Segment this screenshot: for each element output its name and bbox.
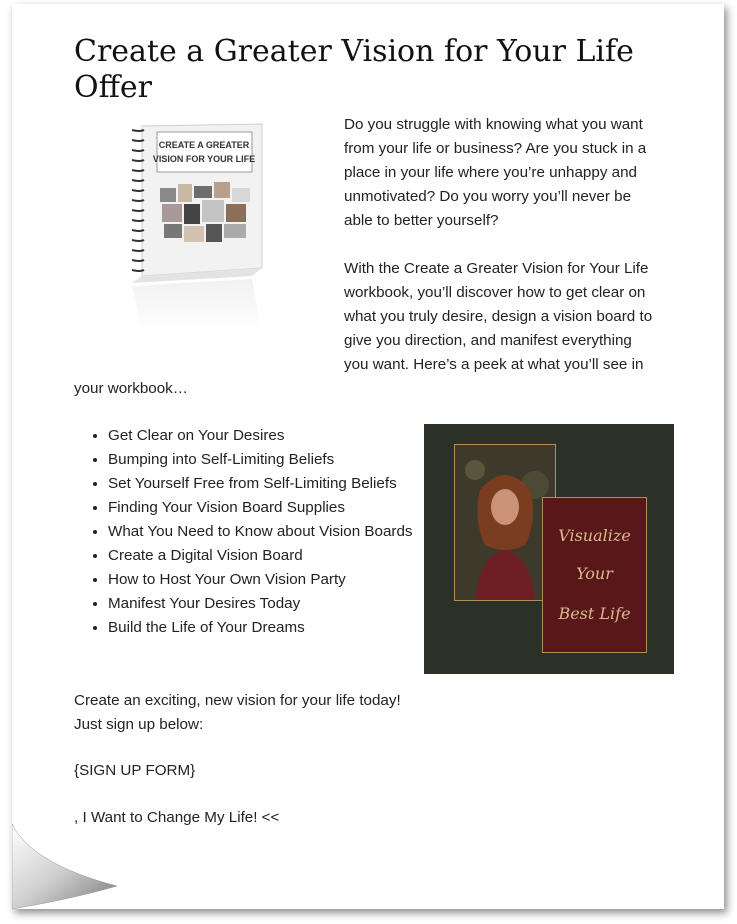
card-line2: Your	[576, 564, 613, 583]
card-line1: Visualize	[558, 526, 631, 545]
list-item: • Finding Your Vision Board Supplies	[108, 496, 428, 520]
call-to-action-text: Create an exciting, new vision for your life today! Just sign up below:	[74, 692, 401, 733]
intro-text	[74, 113, 674, 401]
visualize-card	[542, 497, 647, 653]
cover-title-line1: CREATE A GREATER	[158, 140, 250, 150]
list-item: • How to Host Your Own Vision Party	[108, 568, 428, 592]
intro-line: what you truly desire, design a vision board to	[344, 308, 653, 325]
woman-photo	[454, 444, 556, 601]
card-line3: Best Life	[558, 604, 631, 623]
page-curl	[12, 824, 132, 909]
intro-line: With the Create a Greater Vision for Your Life	[344, 260, 649, 277]
list-item: • What You Need to Know about Vision Boards	[108, 520, 428, 544]
list-item: • Create a Digital Vision Board	[108, 544, 428, 568]
intro-line: Do you struggle with knowing what you want	[344, 116, 643, 133]
page-title: Create a Greater Vision for Your Life Offer	[74, 34, 634, 105]
workbook-contents-list	[88, 424, 428, 640]
signup-form-placeholder: {SIGN UP FORM}	[74, 762, 196, 779]
intro-line: you want. Here’s a peek at what you’ll see in	[344, 356, 644, 373]
promo-image	[424, 424, 674, 674]
intro-line: workbook, you’ll discover how to get clear on	[344, 284, 646, 301]
list-item: • Set Yourself Free from Self-Limiting Beliefs	[108, 472, 428, 496]
intro-line: your workbook…	[74, 380, 188, 397]
cover-title-line2: VISION FOR YOUR LIFE	[152, 154, 256, 164]
list-item: • Build the Life of Your Dreams	[108, 616, 428, 640]
intro-line: place in your life where you’re unhappy and	[344, 164, 637, 181]
list-item: • Get Clear on Your Desires	[108, 424, 428, 448]
intro-line: give you direction, and manifest everything	[344, 332, 632, 349]
intro-line: able to better yourself?	[344, 212, 499, 229]
signup-button-text[interactable]: , I Want to Change My Life! <<	[74, 809, 280, 826]
intro-line: from your life or business? Are you stuck in a	[344, 140, 647, 157]
list-item: • Manifest Your Desires Today	[108, 592, 428, 616]
intro-line: unmotivated? Do you worry you’ll never be	[344, 188, 632, 205]
list-item: • Bumping into Self-Limiting Beliefs	[108, 448, 428, 472]
